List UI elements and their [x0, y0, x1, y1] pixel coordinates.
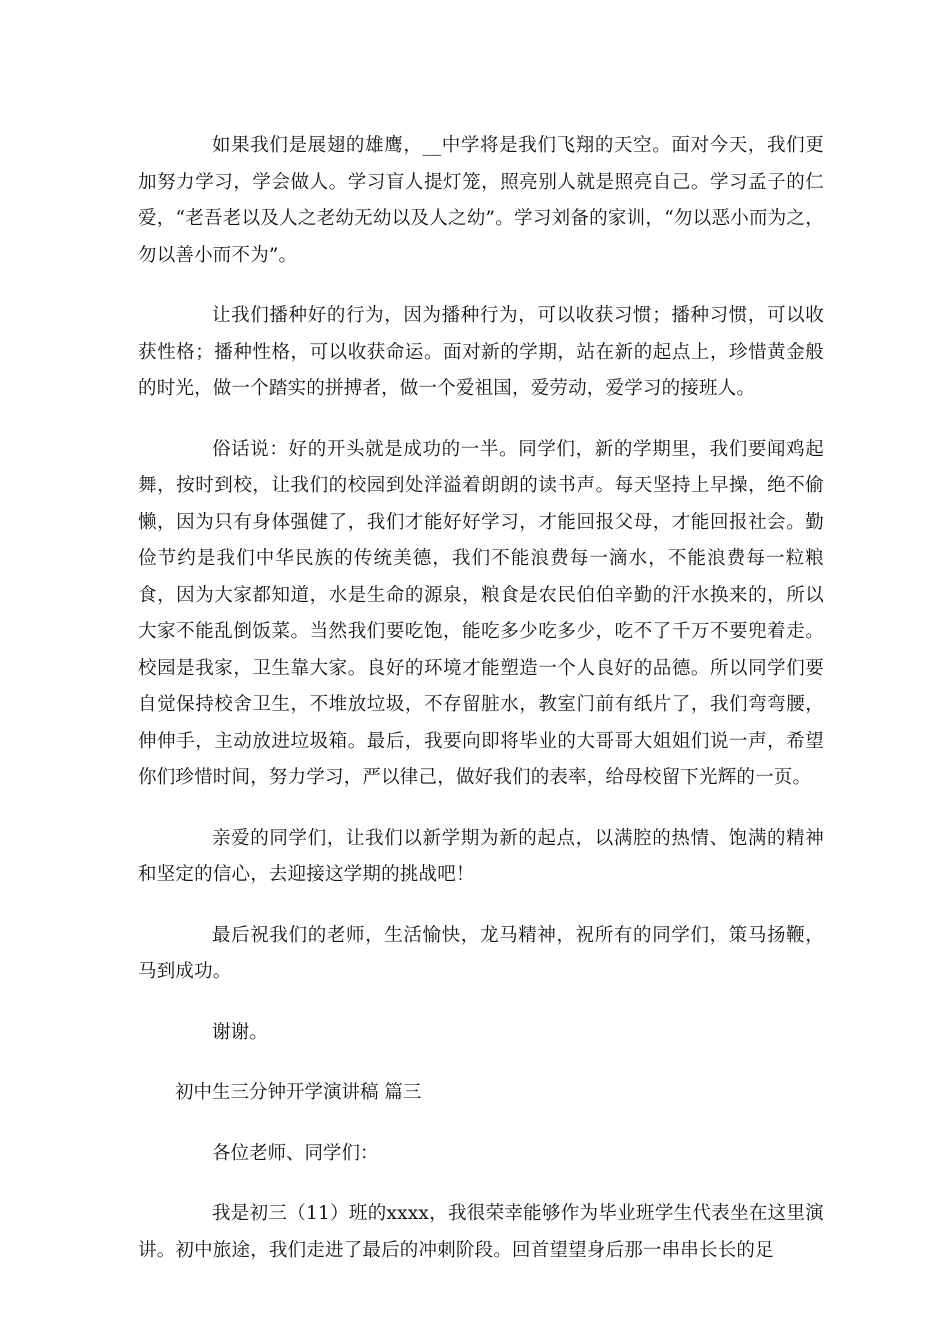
- paragraph-introduction: 我是初三（11）班的xxxx，我很荣幸能够作为毕业班学生代表坐在这里演讲。初中旅途，我们走进了最后的冲刺阶段。回首望望身后那一串串长长的足: [138, 1203, 824, 1261]
- paragraph-eagle: 如果我们是展翅的雄鹰，__中学将是我们飞翔的天空。面对今天，我们更加努力学习，学会做人。学习盲人提灯笼，照亮别人就是照亮自己。学习孟子的仁爱，“老吾老以及人之老幼无幼以及人之幼”。学习刘备的家训，“勿以恶小而为之，勿以善小而不为”。: [138, 135, 824, 266]
- paragraph-classmates: 亲爱的同学们，让我们以新学期为新的起点，以满腔的热情、饱满的精神和坚定的信心，去迎接这学期的挑战吧！: [138, 827, 824, 885]
- greeting: 各位老师、同学们：: [212, 1142, 379, 1164]
- paragraph-thanks: 谢谢。: [212, 1021, 269, 1043]
- paragraph-habits: 让我们播种好的行为，因为播种行为，可以收获习惯；播种习惯，可以收获性格；播种性格，可以收获命运。面对新的学期，站在新的起点上，珍惜黄金般的时光，做一个踏实的拼搏者，做一个爱祖国，爱劳动，爱学习的接班人。: [138, 305, 824, 399]
- document-body: [138, 128, 824, 1293]
- section-heading: 初中生三分钟开学演讲稿 篇三: [175, 1082, 422, 1103]
- paragraph-proverb: 俗话说：好的开头就是成功的一半。同学们，新的学期里，我们要闻鸡起舞，按时到校，让我们的校园到处洋溢着朗朗的读书声。每天坚持上早操，绝不偷懒，因为只有身体强健了，我们才能好好学习，才能回报父母，才能回报社会。勤俭节约是我们中华民族的传统美德，我们不能浪费每一滴水，不能浪费每一粒粮食，因为大家都知道，水是生命的源泉，粮食是农民伯伯辛勤的汗水换来的，所以大家不能乱倒饭菜。当然我们要吃饱，能吃多少吃多少，吃不了千万不要兜着走。校园是我家，卫生靠大家。良好的环境才能塑造一个人良好的品德。所以同学们要自觉保持校舍卫生，不堆放垃圾，不存留脏水，教室门前有纸片了，我们弯弯腰，伸伸手，主动放进垃圾箱。最后，我要向即将毕业的大哥哥大姐姐们说一声，希望你们珍惜时间，努力学习，严以律己，做好我们的表率，给母校留下光辉的一页。: [138, 438, 824, 788]
- paragraph-wishes: 最后祝我们的老师，生活愉快，龙马精神，祝所有的同学们，策马扬鞭，马到成功。: [138, 924, 824, 982]
